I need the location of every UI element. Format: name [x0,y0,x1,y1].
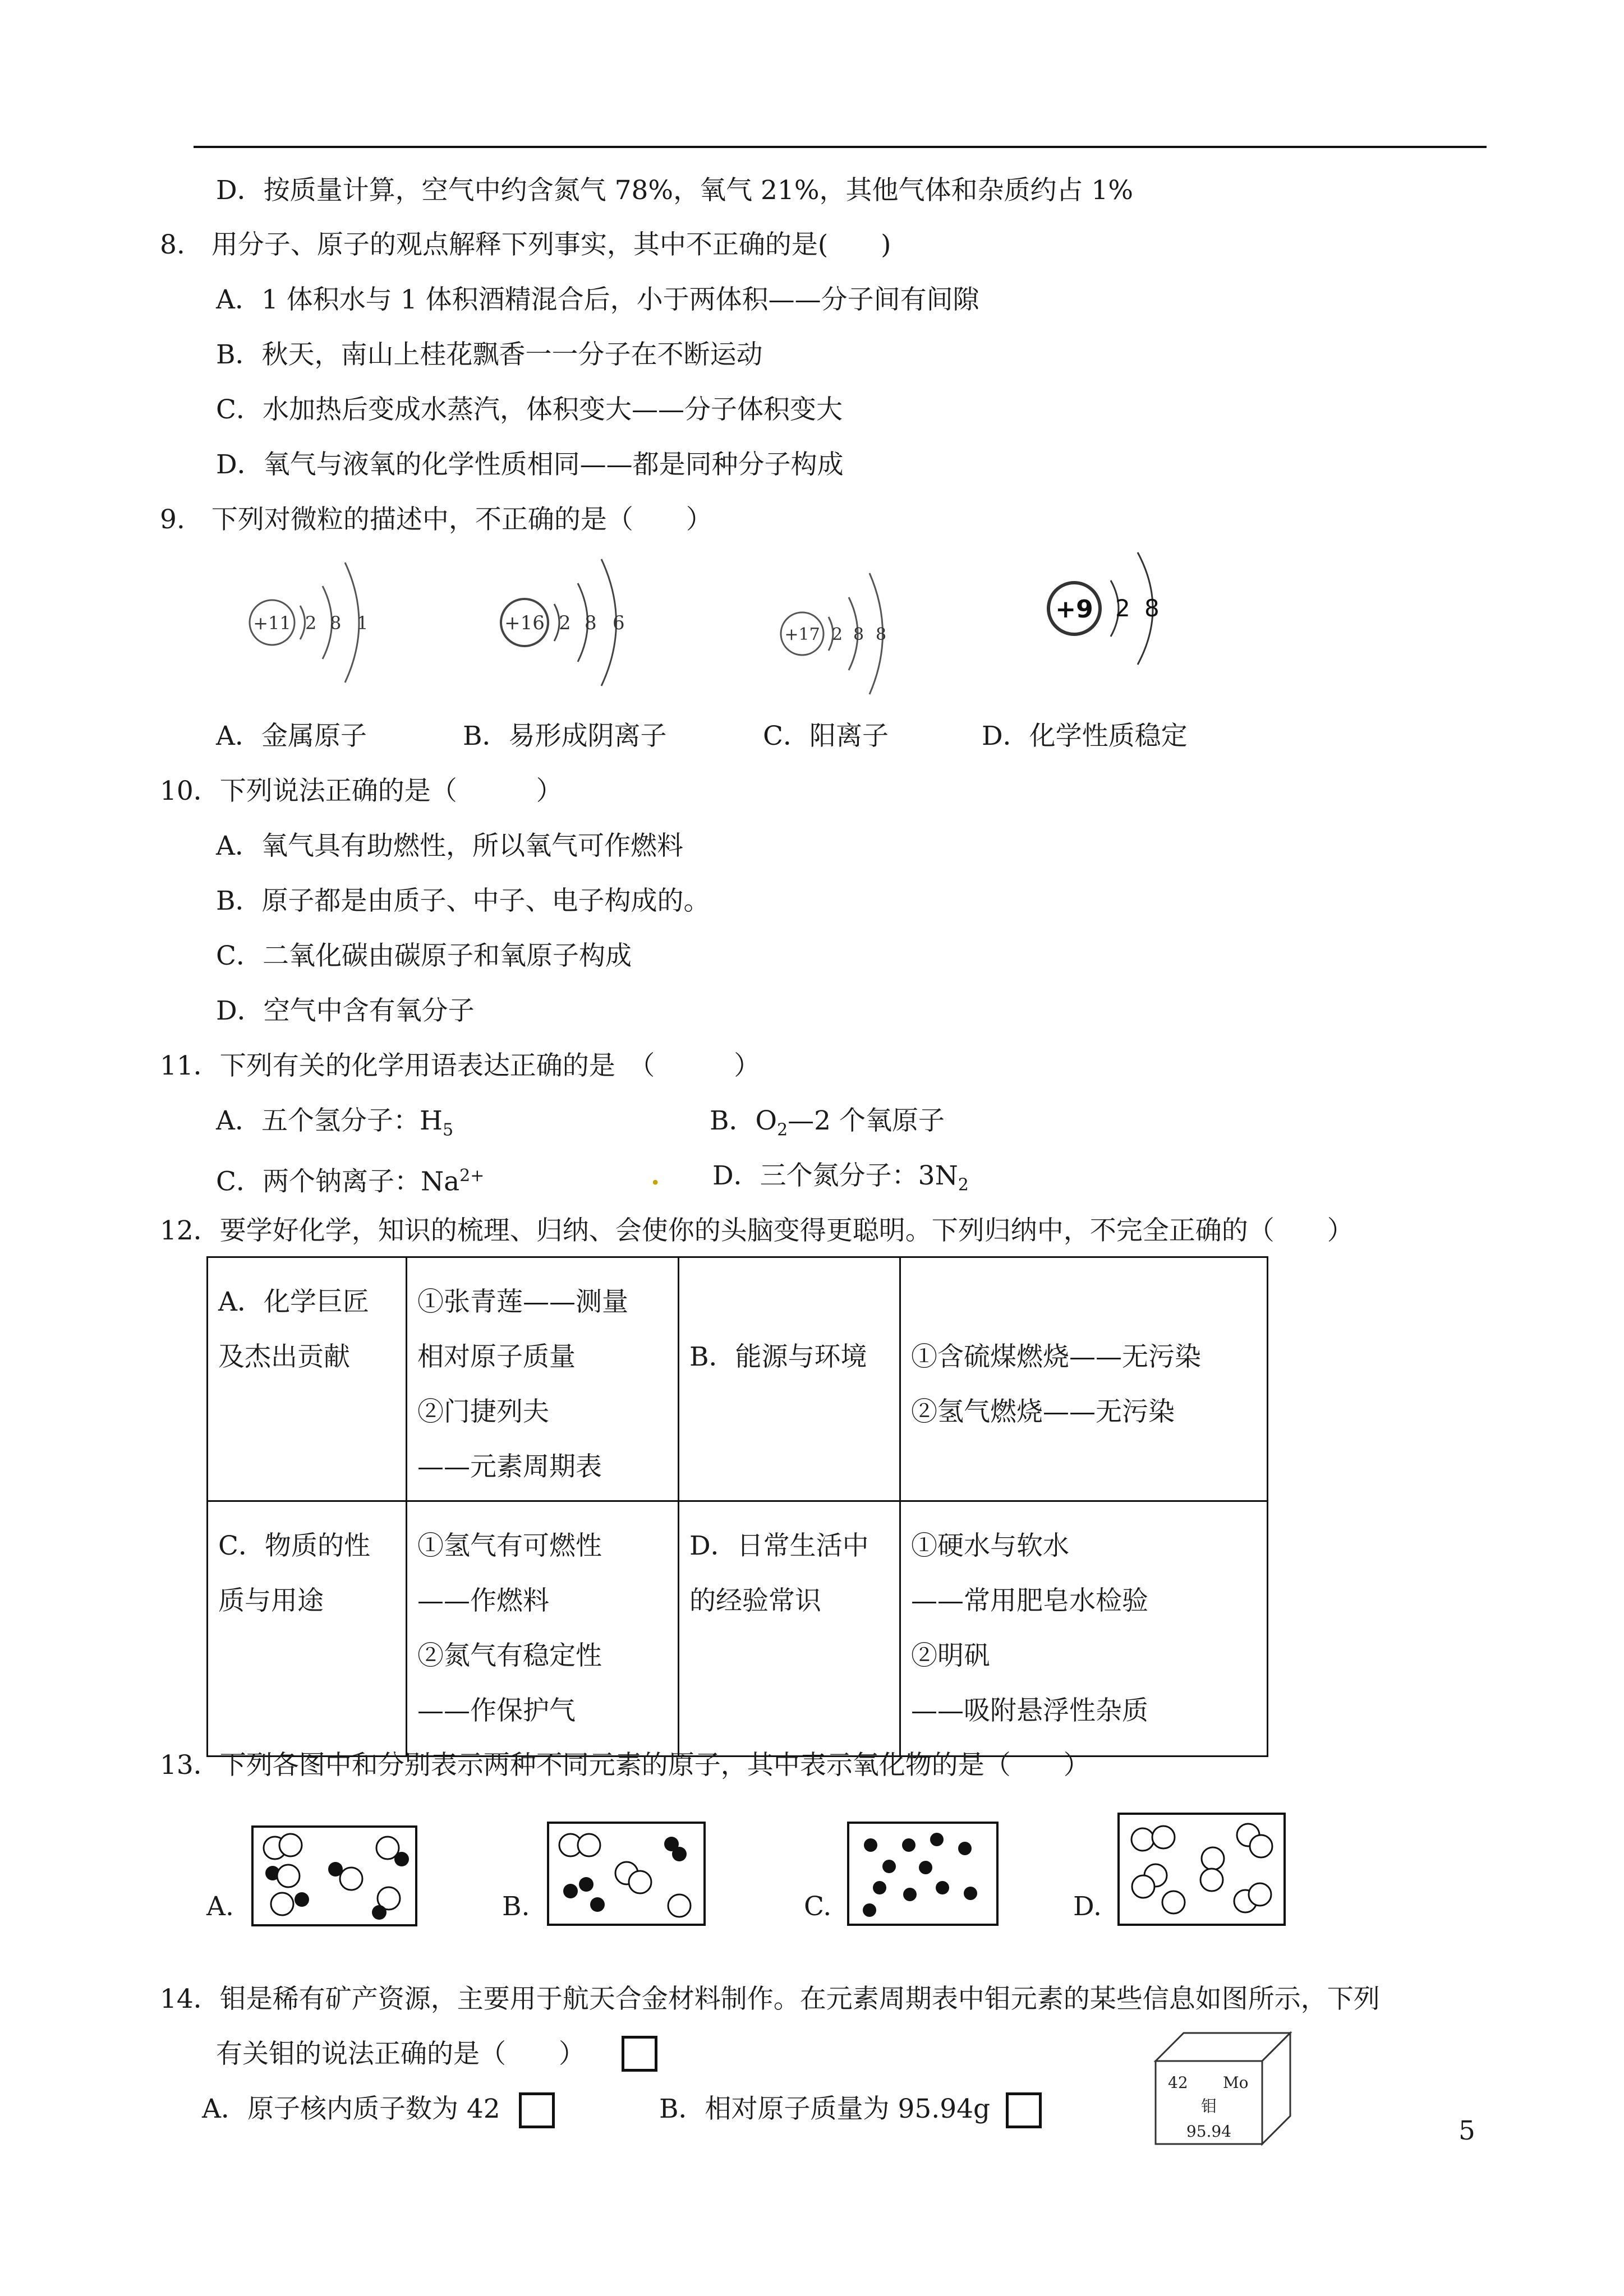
svg-text:2: 2 [1115,594,1130,622]
cell-a-title: A．化学巨匠 及杰出贡献 [208,1257,407,1501]
svg-text:8: 8 [853,625,864,644]
element-symbol: Mo [1223,2073,1249,2092]
cell-b-content: ①含硫煤燃烧——无污染 ②氢气燃烧——无污染 [900,1257,1268,1501]
nucleus-label: +16 [504,612,545,634]
svg-text:8: 8 [1144,594,1160,622]
q11-option-d: D．三个氮分子：$3N_2$ [712,1160,969,1195]
option-b-checkbox[interactable] [1006,2092,1042,2128]
q13-diagram-a [251,1825,417,1926]
q13-label-a: A. [206,1891,234,1922]
q10-option-a: A．氧气具有助燃性，所以氧气可作燃料 [216,831,683,861]
q11-stem: 11．下列有关的化学用语表达正确的是 （ ） [160,1050,761,1081]
element-tile-molybdenum [1156,2033,1296,2145]
q10-option-d: D．空气中含有氧分子 [216,995,475,1026]
stray-dot: . [651,1160,660,1191]
q8-option-a: A．1 体积水与 1 体积酒精混合后，小于两体积——分子间有间隙 [216,284,979,315]
q12-stem: 12．要学好化学，知识的梳理、归纳、会使你的头脑变得更聪明。下列归纳中，不完全正确的（ ） [160,1215,1354,1246]
svg-text:6: 6 [613,612,625,634]
svg-text:2: 2 [305,612,317,634]
q7-option-d: D．按质量计算，空气中约含氮气 78%，氧气 21%，其他气体和杂质约占 1% [216,175,1133,206]
q11-option-a: A．五个氢分子：$H_5$ [216,1105,454,1140]
svg-text:2: 2 [832,625,843,644]
q10-option-c: C．二氧化碳由碳原子和氧原子构成 [216,940,632,971]
q13-label-d: D. [1073,1891,1102,1922]
element-name: 钼 [1200,2097,1217,2115]
q14-option-b: B．相对原子质量为 95.94g [659,2094,991,2124]
q8-option-c: C．水加热后变成水蒸汽，体积变大——分子体积变大 [216,394,843,425]
q13-diagram-c [847,1822,999,1926]
q8-option-b: B．秋天，南山上桂花飘香一一分子在不断运动 [216,339,763,370]
q9-option-c: C．阳离子 [763,721,889,751]
q9-option-a: A．金属原子 [216,721,367,751]
option-a-checkbox[interactable] [519,2092,555,2128]
cell-c-title: C．物质的性 质与用途 [208,1501,407,1756]
q8-option-d: D．氧气与液氧的化学性质相同——都是同种分子构成 [216,449,844,480]
q13-label-c: C. [804,1891,832,1922]
q9-stem: 9. 下列对微粒的描述中，不正确的是（ ） [160,504,712,535]
svg-text:2: 2 [559,612,571,634]
answer-checkbox[interactable] [622,2036,657,2072]
atomic-number: 42 [1168,2073,1188,2092]
q10-option-b: B．原子都是由质子、中子、电子构成的。 [216,886,710,916]
svg-text:8: 8 [585,612,597,634]
cell-d-content: ①硬水与软水 ——常用肥皂水检验 ②明矾 ——吸附悬浮性杂质 [900,1501,1268,1756]
q8-stem: 8. 用分子、原子的观点解释下列事实，其中不正确的是( ) [160,229,891,260]
q9-option-b: B．易形成阴离子 [463,721,667,751]
svg-text:8: 8 [330,612,342,634]
page-number: 5 [1459,2115,1475,2146]
q9-option-d: D．化学性质稳定 [982,721,1188,751]
q13-stem: 13．下列各图中和分别表示两种不同元素的原子，其中表示氧化物的是（ ） [160,1750,1090,1781]
cell-c-content: ①氢气有可燃性 ——作燃料 ②氮气有稳定性 ——作保护气 [407,1501,679,1756]
atom-diagram-b [499,552,645,693]
nucleus-label: +17 [784,625,820,644]
atom-diagram-d [1038,547,1167,670]
q13-diagram-b [547,1822,706,1926]
q14-stem-line2: 有关钼的说法正确的是（ ） [216,2039,585,2069]
q11-option-c: C．两个钠离子：$Na^{2+}$ [216,1166,485,1197]
q13-label-b: B. [502,1891,530,1922]
cell-b-title: B．能源与环境 [679,1257,900,1501]
q14-option-a: A．原子核内质子数为 42 [202,2094,500,2124]
q12-table [206,1256,1268,1757]
atom-diagram-c [777,566,912,695]
nucleus-label: +11 [253,612,291,634]
q14-stem-line1: 14．钼是稀有矿产资源，主要用于航天合金材料制作。在元素周期表中钼元素的某些信息如图所示，下列 [160,1984,1380,2014]
header-rule [194,146,1487,148]
q13-diagram-d [1117,1813,1286,1926]
q10-stem: 10．下列说法正确的是（ ） [160,776,563,806]
atom-diagram-a [247,552,393,687]
nucleus-label: +9 [1055,595,1093,624]
atomic-mass: 95.94 [1186,2122,1232,2141]
cell-a-content: ①张青莲——测量 相对原子质量 ②门捷列夫 ——元素周期表 [407,1257,679,1501]
q11-option-b: B．$O_2—2$ 个氧原子 [710,1105,945,1140]
cell-d-title: D．日常生活中 的经验常识 [679,1501,900,1756]
svg-text:8: 8 [876,625,887,644]
svg-text:1: 1 [357,612,369,634]
